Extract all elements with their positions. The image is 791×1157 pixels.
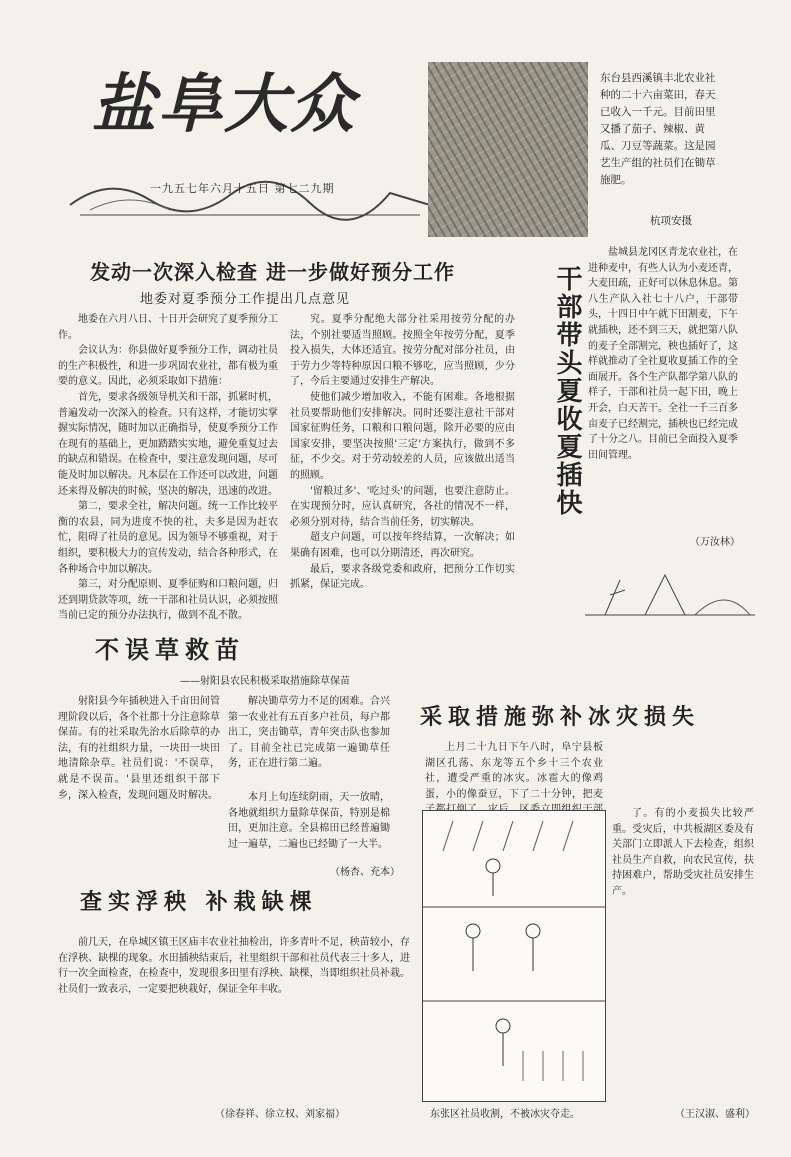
sidebar-headline: 干部带头夏收夏插快 [552,265,582,517]
article1-paragraph: 超支户问题，可以按年终结算，一次解决；如果确有困难，也可以分期清还，再次研究。 [290,532,515,559]
article2-paragraph: 本月上旬连续阴雨，天一放晴，各地就组织力量除草保苗，特别是棉田，更加注意。全县棉田已经普遍锄过一遍草，二遍也已经锄了一大半。 [228,792,390,850]
comic-drawing [423,811,605,1101]
sidebar-paragraph: 盐城县龙冈区青龙农业社，在进种麦中，有些人认为小麦还青，大麦田疏，正好可以休息休息。第八生产队入社七十八户，干部带头，十四日中午就下田割麦，下午就插秧，还不到三天，就把第八队的麦子全部割完，秧也插好了，这样就推动了全社夏收夏插工作的全面展开。各个生产队都学第八队的样子，干部和社员一起下田，晚上开会，白天苦干。全社一千三百多亩麦子已经割完，插秧也已经完成了十分之八。目前已全面投入夏季田间管理。 [588,247,738,461]
article2-paragraph: 射阳县今年插秧进入千亩田间管理阶段以后，各个社都十分注意除草保苗。有的社采取先治水后除草的办法，有的社组织力量，一块田一块田地清除杂草。社员们说：'不误草，就是不误苗。'县里还组织干部下乡，深入检查，发现问题及时解决。 [58,696,220,801]
article2-title: 不误草救苗 [95,635,245,664]
illustration-caption: 东张区社员收割，不被冰灾夺走。 [430,1109,580,1120]
article1-subheadline: 地委对夏季预分工作提出几点意见 [140,292,351,307]
article3-credit: （王汉淑、盛利） [675,1109,755,1120]
article4-paragraph: 前几天，在阜城区镇王区庙丰农业社抽检出，许多青叶不足，秧苗较小，存在浮秧、缺棵的现象。水田插秧结束后，社里组织干部和社员代表三十多人，进行一次全面检查，在检查中，发现很多田里有浮秧、缺棵，当即组织社员补栽。社员们一致表示，一定要把秧栽好，保证全年丰收。 [58,937,410,995]
article4-credit: （徐春祥、徐立权、刘家福） [215,1109,345,1120]
article3-title: 采取措施弥补冰灾损失 [420,704,701,730]
article3-text [425,740,603,808]
article4-text [58,935,410,1100]
masthead-title: 盐阜大众 [92,67,356,142]
article1-paragraph: 使他们减少增加收入，不能有困难。各地根据社员要帮助他们安排解决。同时还要注意社干部对国家征购任务，口粮和口粮问题，除开必要的应由国家安排，要坚决按照'三定'方案执行，做到不多征，不少交。对于劳动较差的人员，应该做出适当的照顾。 [290,391,515,481]
farm-photo [428,62,588,237]
article2-subtitle: ——射阳县农民积极采取措施除草保苗 [180,676,350,687]
article1-left-column [58,312,278,622]
sidebar-credit: （万汝林） [690,537,740,548]
article3-column-b [612,806,754,1101]
issue-line: 一九五七年六月十五日 第七二九期 [150,182,335,195]
article2-paragraph: 解决锄草劳力不足的困难。合兴第一农业社有五百多户社员，每户都出工，突击锄草，青年突击队也参加了。目前全社已完成第一遍锄草任务，正在进行第二遍。 [228,696,390,770]
article3-paragraph: 了。有的小麦损失比较严重。受灾后，中共板湖区委及有关部门立即派人下去检查，组织社员生产自救，向农民宣传，扶持困难户，帮助受灾社员安排生产。 [612,808,754,897]
article4-title: 查实浮秧 补栽缺棵 [80,889,318,915]
comic-illustration [422,810,606,1102]
article2-credit: （杨杏、充本） [330,867,400,878]
article1-headline: 发动一次深入检查 进一步做好预分工作 [90,260,455,284]
field-sketch [585,545,755,625]
article1-paragraph: 首先，要求各级领导机关和干部，抓紧时机，普遍发动一次深入的检查。只有这样，才能切实掌握实际情况，随时加以正确指导，使夏季预分工作在现有的基础上，更加踏踏实实地，避免重复过去的缺点和错误。在检查中，要注意发现问题，尽可能及时加以解决。凡本层在工作还可以改进，问题还来得及解决的时候，坚决的解决，迅速的改进。 [58,391,278,497]
photo-credit: 杭项安摄 [650,215,692,227]
article2-column-1 [58,694,220,854]
sidebar-text [588,245,738,530]
photo-caption: 东台县西溪镇丰北农业社种的二十六亩菜田，春天已收入一千元。目前田里又播了茄子、辣椒、黄瓜、刀豆等蔬菜。这是园艺生产组的社员们在锄草施肥。 [600,72,716,186]
article1-right-column [290,312,515,591]
article2-column-3 [228,790,390,862]
article1-paragraph: 究。夏季分配绝大部分社采用按劳分配的办法，个别社要适当照顾。按照全年按劳分配，夏季投入损失，大体还适宜。按劳分配对部分社员，由于劳力少等特种原因口粮不够吃，应当照顾，少分了，今后主要通过安排生产解决。 [290,314,515,388]
article1-paragraph: 地委在六月八日、十日开会研究了夏季预分工作。 [58,314,278,341]
article3-paragraph: 上月二十九日下午八时，阜宁县板湖区孔荡、东龙等五个乡十三个农业社，遭受严重的冰灾。冰雹大的像鸡蛋，小的像蚕豆，下了二十分钟，把麦 [425,742,603,800]
article2-column-2 [228,694,390,784]
article1-paragraph: '留粮过多'、'吃过头'的问题，也要注意防止。在实现预分时，应认真研究，各社的情况不一样，必须分别对待，结合当前任务，切实解决。 [290,485,515,528]
article1-paragraph: 会议认为：你县做好夏季预分工作，调动社员的生产积极性，和进一步巩固农业社，都有极为重要的意义。因此，必须采取如下措施： [58,345,278,388]
article1-paragraph: 最后，要求各级党委和政府，把预分工作切实抓紧，保证完成。 [290,563,515,591]
article1-paragraph: 第三，对分配原则、夏季征购和口粮问题，归还到期贷款等项，统一干部和社员认识，必须按照当前已定的预分办法执行，做到不乱不散。 [58,579,278,622]
article1-paragraph: 第二，要求全社，解决问题。统一工作比较平衡的农县，同为进度不快的社，夫多是因为赶农忙，阻碍了社员的意见。因为领导不够重视，对于组织，要积极大力的宣传发动，结合各种形式，在各种场合中加以解决。 [58,501,278,575]
